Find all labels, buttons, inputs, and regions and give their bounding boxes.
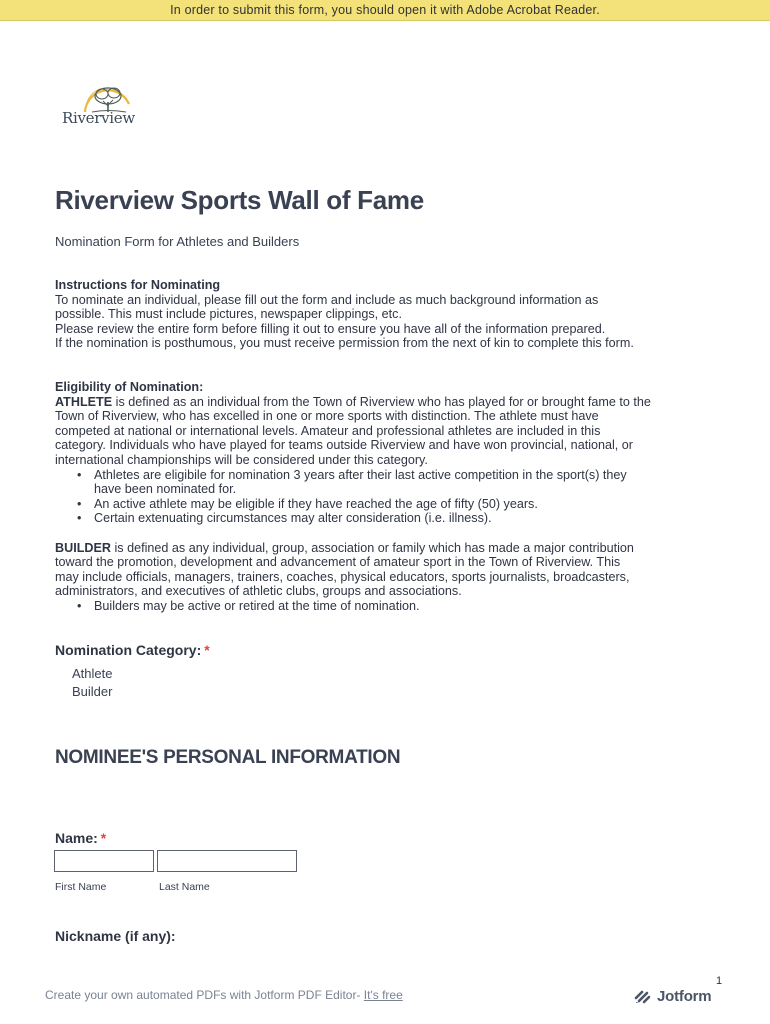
athlete-criteria-item: • Certain extenuating circumstances may alter consideration (i.e. illness). bbox=[77, 511, 720, 526]
athlete-definition-line: Town of Riverview, who has excelled in one or more sports with distinction. The athlete must have bbox=[55, 409, 599, 424]
name-label bbox=[55, 830, 106, 846]
required-asterisk: * bbox=[204, 642, 210, 658]
athlete-definition-line: competed at national or international levels. Amateur and professional athletes are included in this bbox=[55, 423, 601, 438]
builder-definition-line: may include officials, managers, trainers, coaches, physical educators, sports journalists, broadcasters, bbox=[55, 569, 630, 584]
builder-definition-line: toward the promotion, development and advancement of amateur sport in the Town of Riverview. This bbox=[55, 555, 621, 570]
athlete-criteria-item bbox=[77, 468, 720, 497]
page-number: 1 bbox=[716, 975, 723, 987]
footer-text: Create your own automated PDFs with Jotform PDF Editor- bbox=[45, 988, 364, 1002]
required-asterisk: * bbox=[100, 830, 107, 846]
athlete-term: ATHLETE bbox=[55, 394, 113, 409]
builder-definition-text: is defined as any individual, group, association or family which has made a major contribution bbox=[110, 540, 634, 555]
builder-definition-line bbox=[55, 541, 720, 556]
eligibility-section bbox=[55, 380, 720, 614]
jotform-wordmark: Jotform bbox=[657, 987, 712, 1005]
builder-criteria-item: • Builders may be active or retired at the time of nomination. bbox=[77, 599, 720, 614]
athlete-criteria-list bbox=[55, 468, 720, 526]
instructions-line: If the nomination is posthumous, you must receive permission from the next of kin to complete this form. bbox=[55, 336, 634, 351]
name-label-text: Name: bbox=[55, 830, 98, 846]
nickname-label: Nickname (if any): bbox=[55, 928, 176, 944]
logo-wordmark: Riverview bbox=[62, 109, 135, 127]
athlete-definition-line: international championships will be considered under this category. bbox=[55, 452, 428, 467]
criteria-line: have been nominated for. bbox=[94, 482, 237, 497]
instructions-section bbox=[55, 278, 720, 351]
athlete-definition-line: category. Individuals who have played for teams outside Riverview and have won provincial, national, or bbox=[55, 438, 633, 453]
page-subtitle: Nomination Form for Athletes and Builders bbox=[55, 234, 300, 249]
category-option-athlete[interactable]: Athlete bbox=[72, 666, 113, 681]
last-name-sublabel: Last Name bbox=[159, 881, 210, 893]
acrobat-notice-banner: In order to submit this form, you should open it with Adobe Acrobat Reader. bbox=[0, 0, 770, 21]
eligibility-heading: Eligibility of Nomination: bbox=[55, 380, 204, 394]
footer-promo bbox=[45, 988, 403, 1002]
first-name-sublabel: First Name bbox=[55, 881, 107, 893]
jotform-brand[interactable] bbox=[634, 986, 711, 1006]
instructions-line: Please review the entire form before filling it out to ensure you have all of the information prepared. bbox=[55, 321, 606, 336]
criteria-line: Athletes are eligibile for nomination 3 years after their last active competition in the sport(s) they bbox=[94, 467, 627, 482]
builder-term: BUILDER bbox=[55, 540, 111, 555]
builder-definition-line: administrators, and executives of athletic clubs, groups and associations. bbox=[55, 584, 462, 599]
spacer bbox=[55, 526, 720, 541]
riverview-logo bbox=[62, 82, 138, 130]
instructions-heading: Instructions for Nominating bbox=[55, 278, 221, 292]
athlete-definition-text: is defined as an individual from the Town of Riverview who has played for or brought fame to the bbox=[112, 394, 651, 409]
nomination-category-label bbox=[55, 642, 210, 658]
category-option-builder[interactable]: Builder bbox=[72, 684, 113, 699]
builder-criteria-list bbox=[55, 599, 720, 614]
personal-info-heading: NOMINEE'S PERSONAL INFORMATION bbox=[55, 747, 401, 768]
athlete-definition-line bbox=[55, 395, 720, 410]
instructions-line: possible. This must include pictures, newspaper clippings, etc. bbox=[55, 307, 402, 322]
first-name-input[interactable] bbox=[54, 850, 154, 872]
page-title: Riverview Sports Wall of Fame bbox=[55, 185, 424, 215]
instructions-line: To nominate an individual, please fill out the form and include as much background information as bbox=[55, 292, 599, 307]
jotform-logo-icon bbox=[634, 987, 652, 1005]
athlete-criteria-item: • An active athlete may be eligible if they have reached the age of fifty (50) years. bbox=[77, 497, 720, 512]
category-label-text: Nomination Category: bbox=[55, 642, 202, 658]
last-name-input[interactable] bbox=[157, 850, 297, 872]
footer-link[interactable]: It's free bbox=[363, 988, 403, 1002]
